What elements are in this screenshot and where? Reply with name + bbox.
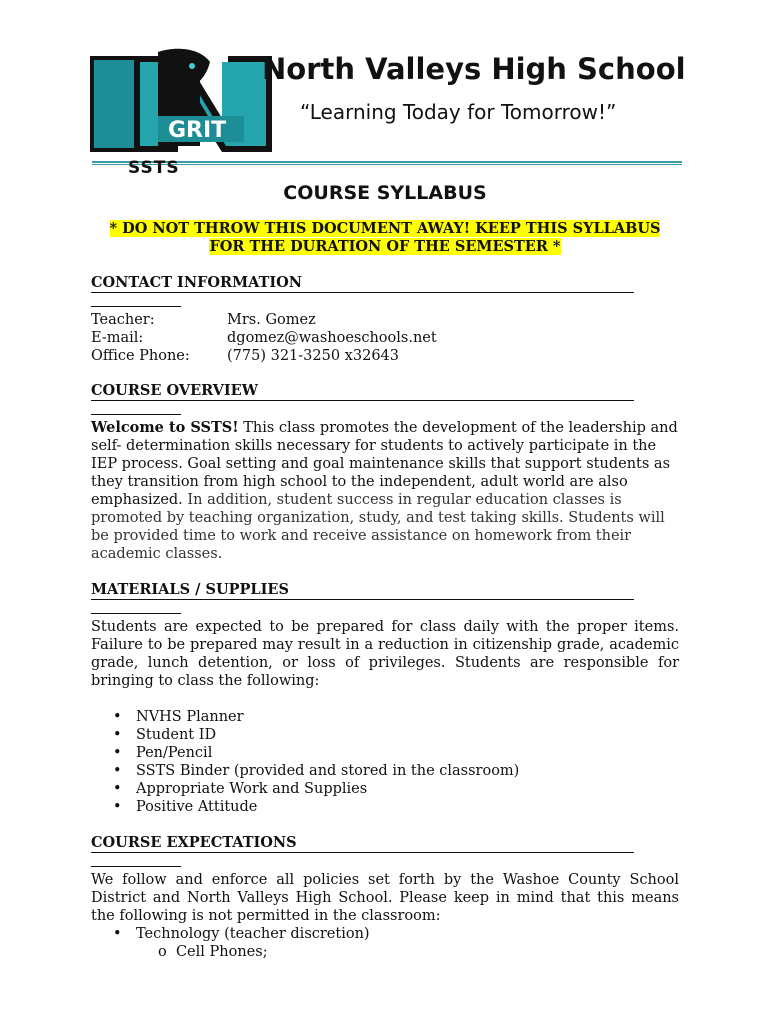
list-item: • Appropriate Work and Supplies	[91, 780, 519, 798]
logo-text: GRIT	[168, 118, 227, 143]
school-motto: “Learning Today for Tomorrow!”	[300, 100, 617, 124]
section-underline	[91, 866, 181, 867]
expectations-list	[91, 925, 370, 943]
expectations-heading: COURSE EXPECTATIONS	[91, 834, 634, 853]
section-underline	[91, 613, 181, 614]
school-logo	[88, 48, 274, 160]
list-item: • Technology (teacher discretion)	[91, 925, 370, 943]
warning-line-2: FOR THE DURATION OF THE SEMESTER *	[209, 238, 561, 255]
contact-email: E-mail: dgomez@washoeschools.net	[91, 330, 437, 346]
overview-heading: COURSE OVERVIEW	[91, 382, 634, 401]
school-name: North Valleys High School	[262, 52, 686, 86]
program-label: SSTS	[128, 158, 180, 178]
materials-heading: MATERIALS / SUPPLIES	[91, 581, 634, 600]
list-item: • SSTS Binder (provided and stored in the classroom)	[91, 762, 519, 780]
contact-teacher: Teacher: Mrs. Gomez	[91, 312, 316, 328]
section-underline	[91, 306, 181, 307]
list-item: • Positive Attitude	[91, 798, 519, 816]
list-item: • NVHS Planner	[91, 708, 519, 726]
document-title: COURSE SYLLABUS	[283, 182, 487, 204]
expectations-paragraph: We follow and enforce all policies set forth by the Washoe County School District and North Valleys High School. Please keep in mind that this means the following is not permitted in the classroom:	[91, 872, 679, 924]
section-underline	[91, 414, 181, 415]
materials-paragraph: Students are expected to be prepared for class daily with the proper items. Failure to be prepared may result in a reduction in citizenship grade, academic grade, lunch detention, or loss of privileges. Students are responsible for bringing to class the following:	[91, 619, 679, 689]
contact-heading: CONTACT INFORMATION	[91, 274, 634, 293]
warning-line-1: * DO NOT THROW THIS DOCUMENT AWAY! KEEP THIS SYLLABUS	[109, 220, 661, 237]
list-item: • Student ID	[91, 726, 519, 744]
header-divider	[92, 161, 682, 165]
overview-paragraph: Welcome to SSTS! This class promotes the development of the leadership and self- determination skills necessary for students to actively participate in the IEP process. Goal setting and goal maintenance skills that support students as they transition from high school to the independent, adult world are also emphasized. In addition, student success in regular education classes is promoted by teaching organization, study, and test taking skills. Students will be provided time to work and receive assistance on homework from their academic classes.	[91, 419, 678, 562]
sub-list-item: o Cell Phones;	[158, 944, 268, 960]
contact-phone: Office Phone: (775) 321-3250 x32643	[91, 348, 399, 364]
list-item: • Pen/Pencil	[91, 744, 519, 762]
keep-syllabus-warning	[92, 220, 678, 256]
materials-list	[91, 708, 519, 816]
